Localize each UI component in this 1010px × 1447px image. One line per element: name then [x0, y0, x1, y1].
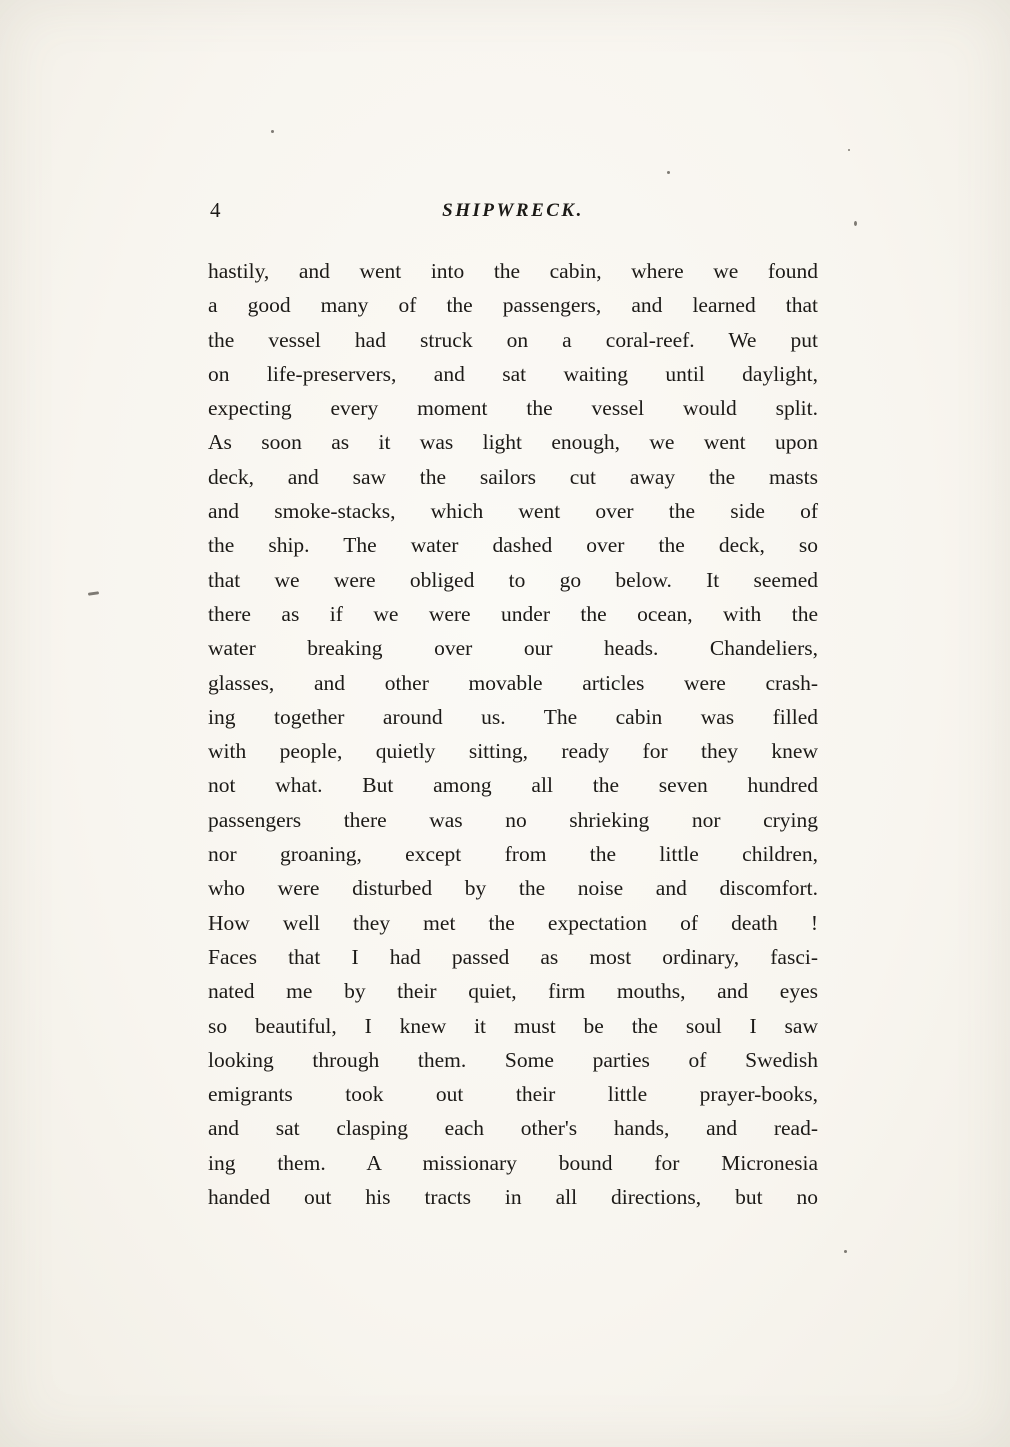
text-line: water breaking over our heads. Chandeliers, — [208, 636, 818, 661]
text-line: that we were obliged to go below. It seemed — [208, 567, 818, 592]
text-line: Faces that I had passed as most ordinary, fasci- — [208, 944, 818, 969]
scan-mark — [88, 591, 99, 596]
text-line: handed out his tracts in all directions, but no — [208, 1185, 818, 1210]
text-line: nor groaning, except from the little children, — [208, 842, 818, 867]
text-line: with people, quietly sitting, ready for they knew — [208, 739, 818, 764]
scan-speck — [854, 221, 857, 226]
text-line: looking through them. Some parties of Swedish — [208, 1047, 818, 1072]
text-line: who were disturbed by the noise and discomfort. — [208, 876, 818, 901]
text-line: As soon as it was light enough, we went upon — [208, 430, 818, 455]
text-line: and sat clasping each other's hands, and read- — [208, 1116, 818, 1141]
body-text — [208, 254, 818, 1214]
text-line: a good many of the passengers, and learned that — [208, 293, 818, 318]
text-line: not what. But among all the seven hundred — [208, 773, 818, 798]
text-line: on life-preservers, and sat waiting until daylight, — [208, 361, 818, 386]
text-line: emigrants took out their little prayer-books, — [208, 1082, 818, 1107]
page-header — [208, 198, 818, 228]
text-line: glasses, and other movable articles were crash- — [208, 670, 818, 695]
text-line: the vessel had struck on a coral-reef. We put — [208, 327, 818, 352]
text-line: there as if we were under the ocean, with the — [208, 601, 818, 626]
text-line: ing them. A missionary bound for Micronesia — [208, 1150, 818, 1175]
text-line: hastily, and went into the cabin, where we found — [208, 259, 818, 283]
page-number: 4 — [210, 198, 221, 222]
text-line: nated me by their quiet, firm mouths, and eyes — [208, 979, 818, 1004]
text-line: passengers there was no shrieking nor crying — [208, 807, 818, 832]
text-line: How well they met the expectation of death ! — [208, 910, 818, 935]
text-line: expecting every moment the vessel would split. — [208, 396, 818, 421]
text-line: the ship. The water dashed over the deck, so — [208, 533, 818, 558]
text-line: ing together around us. The cabin was filled — [208, 704, 818, 729]
scan-speck — [271, 130, 274, 133]
scan-speck — [667, 171, 670, 174]
scan-speck — [844, 1250, 847, 1253]
running-title: SHIPWRECK. — [442, 200, 584, 221]
text-line: and smoke-stacks, which went over the side of — [208, 499, 818, 524]
text-line: deck, and saw the sailors cut away the masts — [208, 464, 818, 489]
scan-speck — [848, 149, 850, 151]
text-line: so beautiful, I knew it must be the soul I saw — [208, 1013, 818, 1038]
